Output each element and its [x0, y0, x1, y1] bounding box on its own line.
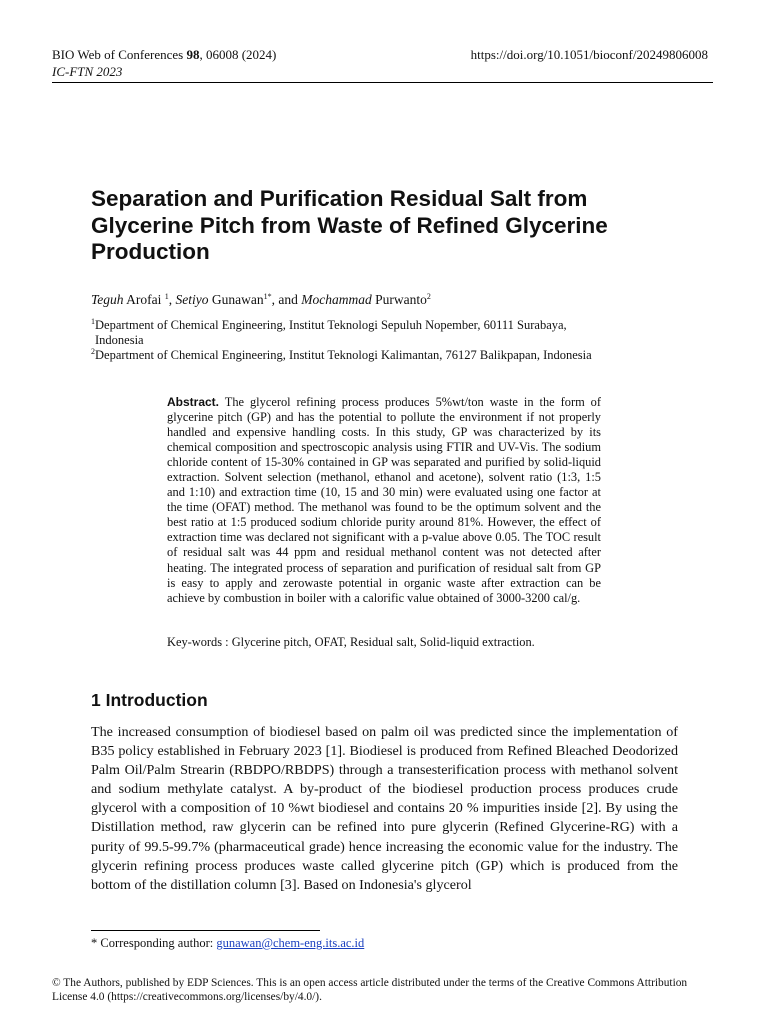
author-family-name: Gunawan	[208, 292, 264, 307]
footnote-divider	[91, 930, 320, 931]
header-divider	[52, 82, 713, 83]
author-given-name: Teguh	[91, 292, 124, 307]
journal-citation	[52, 47, 276, 63]
introduction-paragraph: The increased consumption of biodiesel based on palm oil was predicted since the implementation of B35 policy established in February 2023 [1]. Biodiesel is produced from Refined Bleached Deodorized Palm Oil/Palm Strearin (RBDPO/RBDPS) through a transesterification process with methanol solvent and sodium methylate catalyst. A by-product of the biodiesel production process produces crude glycerol with a composition of 10 %wt biodiesel and contains 20 % impurities inside [2]. By using the Distillation method, raw glycerin can be refined into pure glycerin (Refined Glycerine-RG) with a purity of 99.5-99.7% (pharmaceutical grade) hence increasing the economic value for the industry. The glycerin refining process produces waste called glycerine pitch (GP) which is produced from the bottom of the distillation column [3]. Based on Indonesia's glycerol	[91, 724, 678, 893]
keywords: Key-words : Glycerine pitch, OFAT, Residual salt, Solid-liquid extraction.	[167, 635, 535, 649]
author-family-name: Purwanto	[371, 292, 427, 307]
author-affiliation-marker: 1*	[263, 292, 272, 301]
author-given-name: Setiyo	[175, 292, 209, 307]
affiliation-1-continuation: Indonesia	[95, 333, 144, 347]
journal-volume: 98	[186, 47, 200, 62]
author-family-name: Arofai	[123, 292, 165, 307]
author-separator: , and	[271, 292, 302, 307]
affiliation-text: Department of Chemical Engineering, Institut Teknologi Sepuluh Nopember, 60111 Surabaya,	[95, 318, 567, 332]
affiliation-text: Department of Chemical Engineering, Institut Teknologi Kalimantan, 76127 Balikpapan, Indonesia	[95, 348, 592, 362]
paper-title: Separation and Purification Residual Salt from Glycerine Pitch from Waste of Refined Glycerine Production	[91, 186, 608, 264]
abstract-text: The glycerol refining process produces 5%wt/ton waste in the form of glycerine pitch (GP) and has the potential to pollute the environment if not properly handled and expensive handling costs. In this study, GP was characterized by its chemical composition and spectroscopic analysis using FTIR and UV-Vis. The sodium chloride content of 15-30% contained in GP was separated and purified by solid-liquid extraction. Solvent selection (methanol, ethanol and acetone), solvent ratio (1:3, 1:5 and 1:10) and extraction time (10, 15 and 30 min) were evaluated using one factor at the time (OFAT) method. The methanol was found to be the optimum solvent and the best ratio at 1:5 produced sodium chloride purity around 81%. However, the effect of extraction time was declared not significant with a p-value above 0.05. The TOC result of residual salt was 44 ppm and residual methanol content was not detected after heating. The integrated process of separation and purification of residual salt from GP is easy to apply and zerowaste potential in organic waste after extraction can be achieve by combustion in boiler with a calorific value obtained of 3000-3200 cal/g.	[167, 395, 601, 605]
abstract	[167, 395, 601, 606]
doi-link[interactable]: https://doi.org/10.1051/bioconf/20249806008	[470, 47, 708, 62]
license-notice: © The Authors, published by EDP Sciences. This is an open access article distributed under the terms of the Creative Commons Attribution License 4.0 (https://creativecommons.org/licenses/by/4.0/).	[52, 977, 688, 1003]
affiliation-marker: 2	[91, 347, 95, 356]
affiliation-marker: 1	[91, 317, 95, 326]
affiliation-1	[91, 318, 681, 333]
author-affiliation-marker: 2	[426, 292, 431, 301]
corresponding-author-footnote	[91, 936, 364, 951]
author-list	[91, 291, 431, 308]
footnote-prefix: * Corresponding author:	[91, 936, 217, 950]
abstract-label: Abstract.	[167, 395, 220, 409]
author-given-name: Mochammad	[301, 292, 372, 307]
conference-name: IC-FTN 2023	[52, 64, 123, 79]
affiliation-2	[91, 348, 691, 363]
corresponding-email-link[interactable]: gunawan@chem-eng.its.ac.id	[216, 936, 365, 950]
article-number: , 06008 (2024)	[199, 47, 277, 62]
section-heading: 1 Introduction	[91, 690, 208, 710]
author-separator: ,	[168, 292, 176, 307]
journal-name: BIO Web of Conferences	[52, 47, 187, 62]
author-affiliation-marker: 1	[164, 292, 169, 301]
